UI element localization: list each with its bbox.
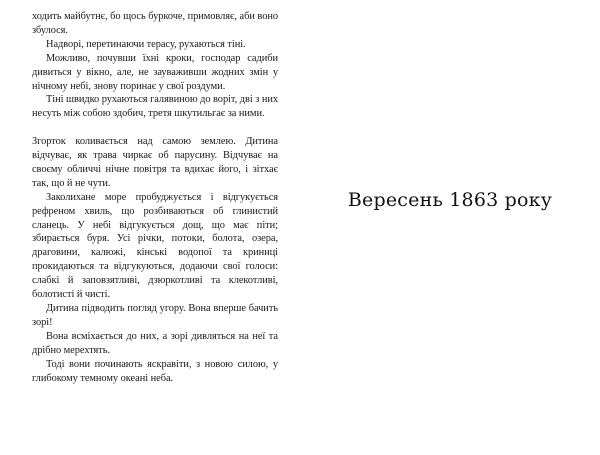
paragraph: Надворі, перетинаючи терасу, рухаються тіні. bbox=[46, 38, 246, 50]
paragraph: Дитина підводить погляд угору. Вона вперше бачить зорі! bbox=[32, 303, 278, 328]
paragraph: Можливо, почувши їхні кроки, господар садиби дивиться у вікно, але, не зауваживши жодних змін у нічному небі, знову поринає у свої роздуми. bbox=[32, 52, 278, 92]
right-page bbox=[300, 0, 600, 455]
paragraph: Згорток коливається над самою землею. Дитина відчуває, як трава чиркає об парусину. Відчуває на своєму обличчі нічне повітря та вдихає його, і зітхає так, що й не чути. bbox=[32, 136, 278, 189]
paragraph: Вона всміхається до них, а зорі дивляться на неї та дрібно мерехтять. bbox=[32, 330, 278, 356]
body-text bbox=[32, 10, 278, 385]
chapter-title: Вересень 1863 року bbox=[347, 189, 553, 211]
paragraph: Тіні швидко рухаються галявиною до воріт, дві з них несуть між собою здобич, третя шкутильгає за ними. bbox=[32, 94, 278, 120]
paragraph: Тоді вони починають яскравіти, з новою силою, у глибокому темному океані неба. bbox=[32, 358, 278, 384]
paragraph: ходить майбутнє, бо щось буркоче, примовляє, аби воно збулося. bbox=[32, 11, 278, 36]
paragraph: Заколихане море пробуджується і відгукується рефреном хвиль, що розбиваються об глинистий сланець. У небі відгукується дощ, що має піти; збирається буря. Усі річки, потоки, болота, озера, драговини, калюжі, кінські водопої та криниці прокидаються та відгукуються, додаючи свої голоси: слабкі й заповзятливі, дзюркотливі та клекотливі, болотисті й чисті. bbox=[32, 191, 278, 301]
